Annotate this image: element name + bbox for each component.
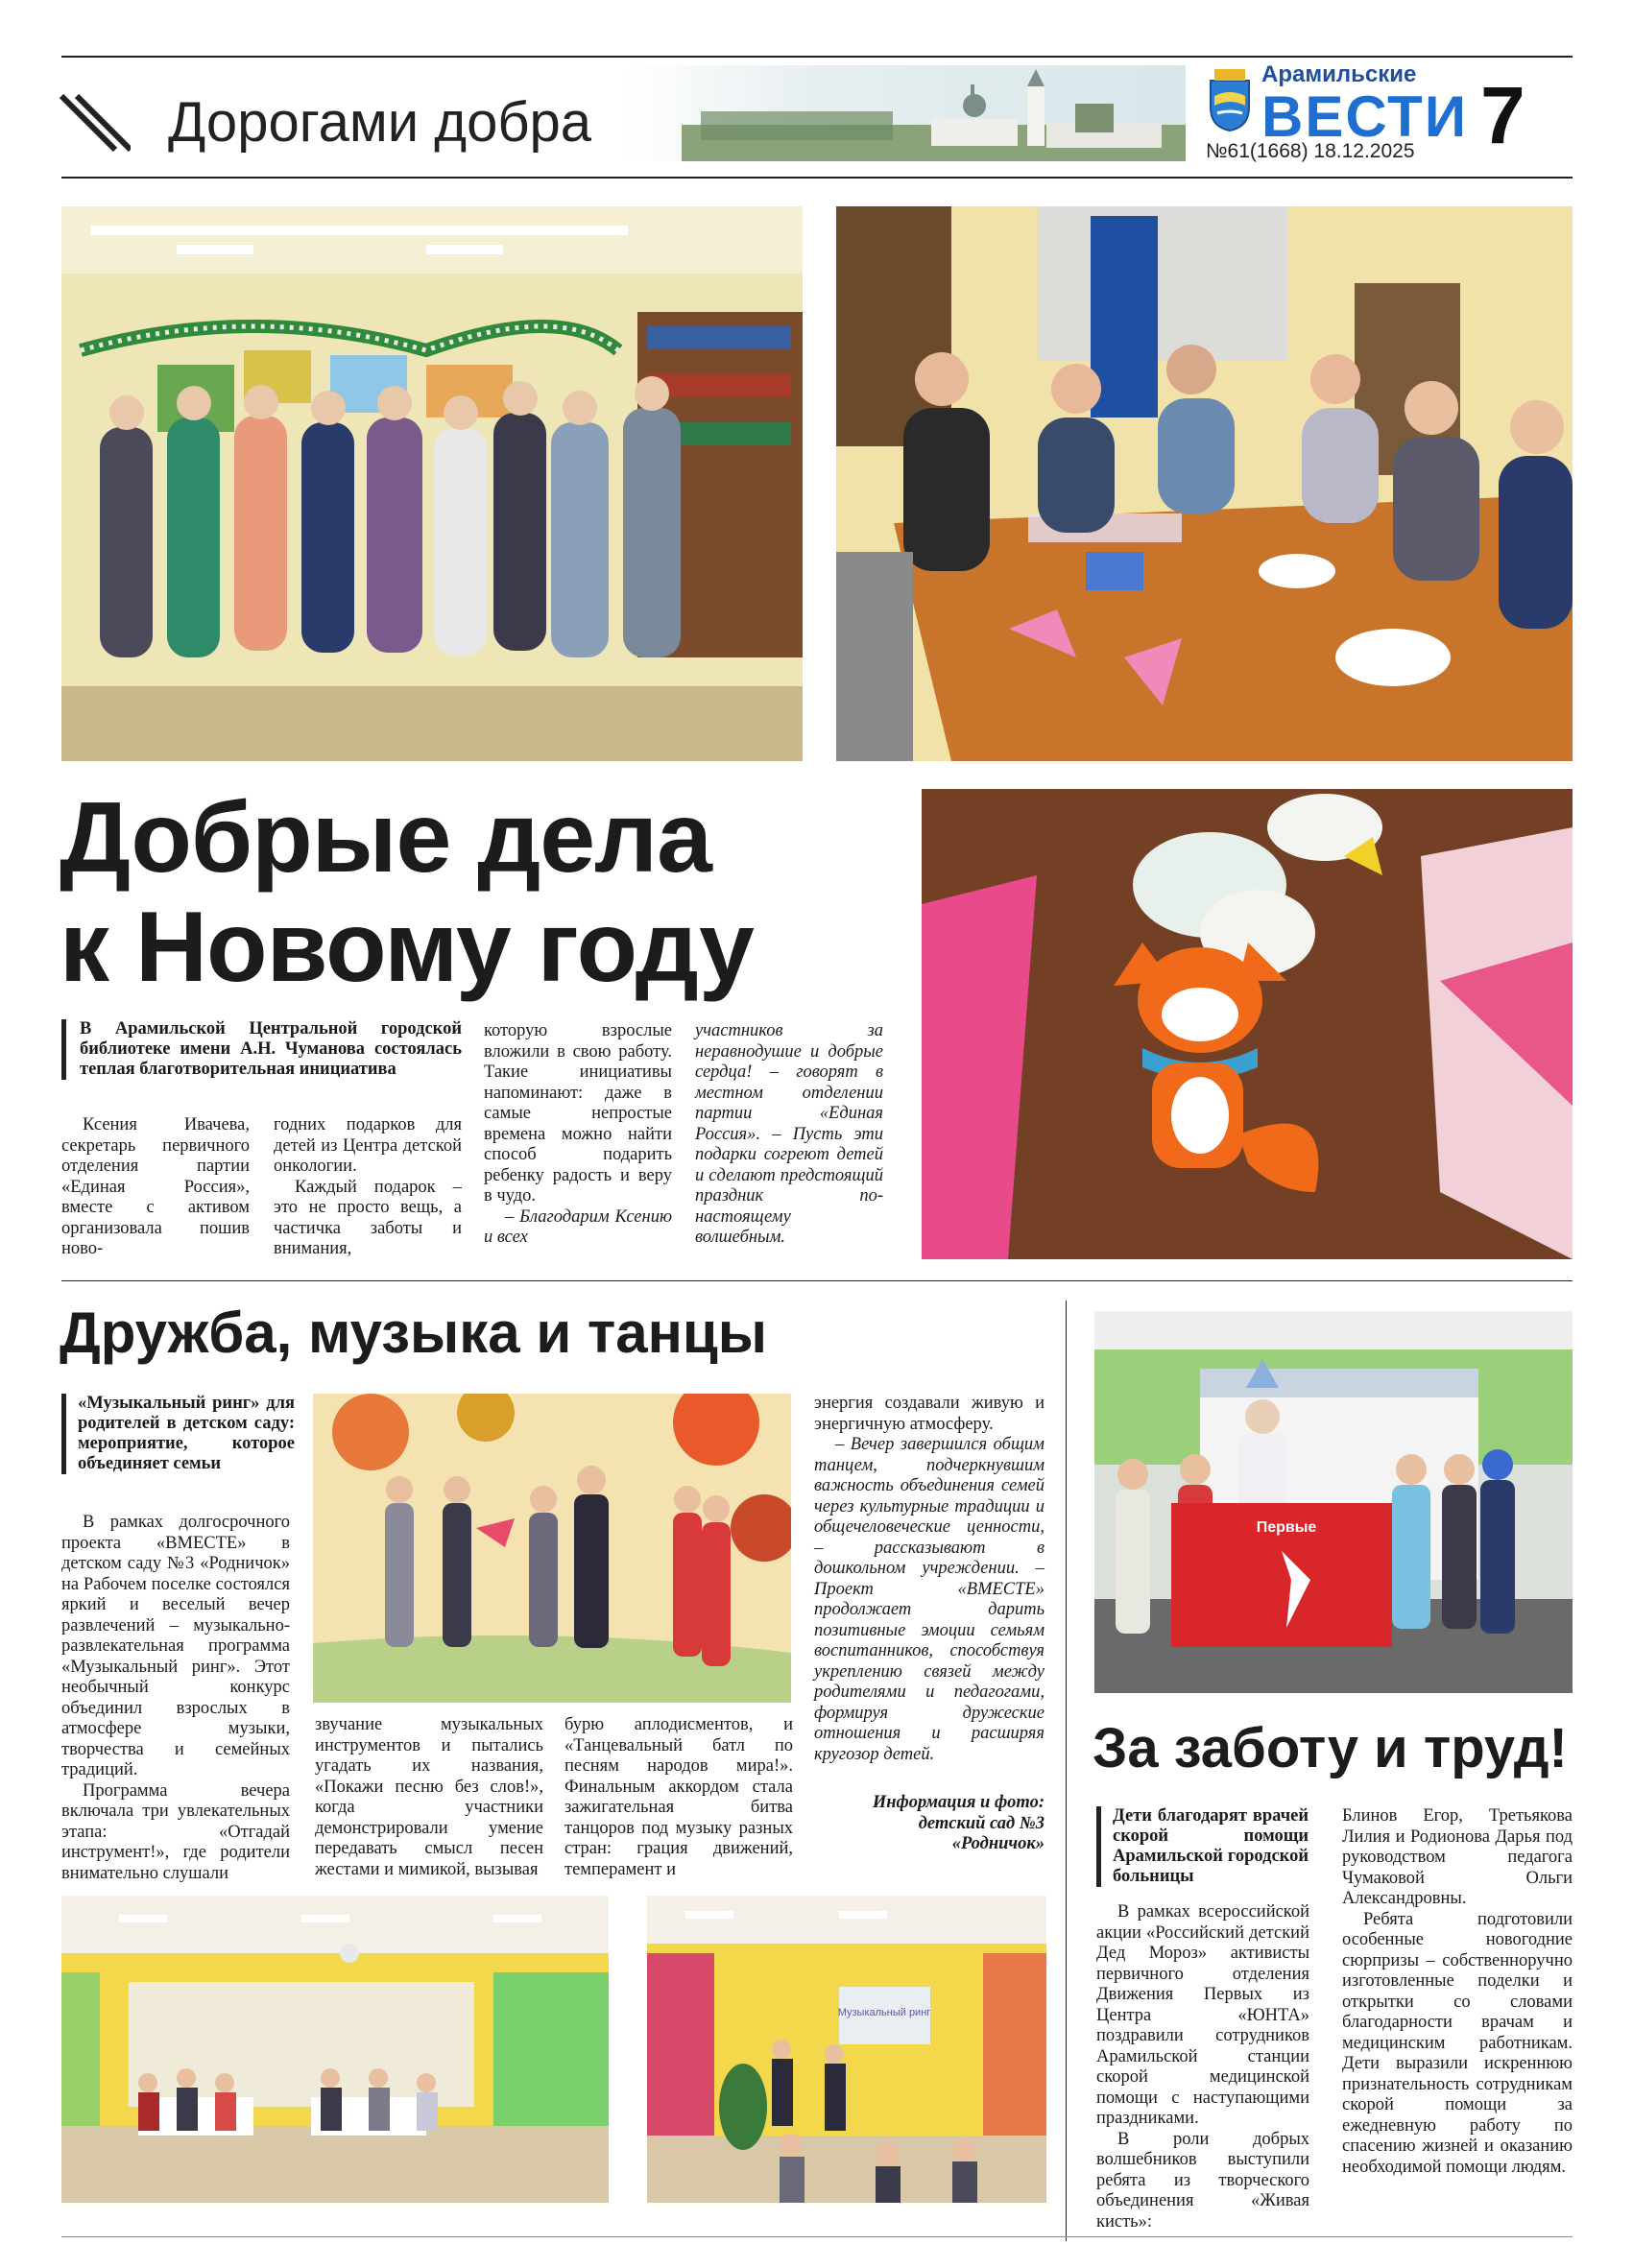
column-divider bbox=[1066, 1301, 1067, 2241]
craft-workshop-photo bbox=[836, 206, 1573, 761]
article2-col1 bbox=[61, 1513, 290, 1884]
article1-headline-line2: к Новому году bbox=[60, 892, 754, 1003]
article1-col3-p1: которую взрослые вложили в свою работу. Такие инициативы напоминают: даже в самые непростые времена можно найти способ подарить ребенку радость и веру в чудо. bbox=[484, 1021, 672, 1206]
section-mark-icon bbox=[58, 92, 131, 158]
article2-lead: «Музыкальный ринг» для родителей в детском саду: мероприятие, которое объединяет семьи bbox=[61, 1394, 295, 1474]
header-rule bbox=[61, 177, 1573, 179]
article3-col1 bbox=[1096, 1902, 1309, 2232]
ambulance-team-photo bbox=[1094, 1311, 1573, 1693]
article1-lead: В Арамильской Центральной городской библиотеке имени А.Н. Чуманова состоялась теплая благотворительная инициатива bbox=[61, 1019, 462, 1080]
article1-col4-text: участников за неравнодушие и добрые сердца! – говорят в местном отделении партии «Единая Россия». – Пусть эти подарки согреют детей и сделают предстоящий праздник по-настоящему волшебным. bbox=[695, 1021, 883, 1247]
section-divider bbox=[61, 1280, 1573, 1281]
article1-col3-p2: – Благодарим Ксению и всех bbox=[484, 1206, 672, 1247]
article2-headline: Дружба, музыка и танцы bbox=[60, 1301, 767, 1365]
library-group-photo bbox=[61, 206, 803, 761]
coat-of-arms-icon bbox=[1206, 67, 1254, 137]
article2-col2 bbox=[315, 1715, 543, 1880]
article2-col1-p1: В рамках долгосрочного проекта «ВМЕСТЕ» в детском саду №3 «Родничок» на Рабочем поселке состоялся яркий и веселый вечер развлечений – музыкально-развлекательная программа «Музыкальный ринг». Этот необычный конкурс объединил взрослых в атмосфере музыки, творчества и семейных традиций. bbox=[61, 1513, 290, 1779]
article2-col4 bbox=[814, 1394, 1045, 1765]
article3-col1-p2: В роли добрых волшебников выступили ребята из творческого объединения «Живая кисть»: bbox=[1096, 2129, 1309, 2232]
article3-col2-p2: Ребята подготовили особенные новогодние сюрпризы – собственноручно изготовленные поделки и открытки со словами благодарности врачам и медицинским работникам. Дети выразили искреннюю признательность сотрудникам скорой помощи за ежедневную работу по спасению жизней и оказанию необходимой помощи людям. bbox=[1342, 1909, 1573, 2177]
hall-photo-2 bbox=[647, 1896, 1046, 2203]
dance-photo bbox=[313, 1394, 791, 1703]
article1-headline-line1: Добрые дела bbox=[60, 782, 711, 894]
brand-main: ВЕСТИ bbox=[1261, 84, 1468, 149]
article2-col2-text: звучание музыкальных инструментов и пытались угадать их названия, «Покажи песню без слов!», когда участники демонстрировали умение передавать смысл песен жестами и мимикой, вызывая bbox=[315, 1715, 543, 1879]
article2-col4-p2: – Вечер завершился общим танцем, подчеркнувшим важность объединения семей через культурные традиции и общечеловеческие ценности, – рассказывают в дошкольном учреждении. – Проект «ВМЕСТЕ» продолжает дарить позитивные эмоции семьям воспитанников, способствуя укреплению связей между родителями и педагогами, формируя дружеские отношения и расширяя кругозор детей. bbox=[814, 1435, 1045, 1764]
article1-col2-p1: годних подарков для детей из Центра детской онкологии. bbox=[274, 1115, 462, 1176]
top-rule bbox=[61, 56, 1573, 58]
article3-headline: За заботу и труд! bbox=[1093, 1717, 1568, 1779]
article1-col2 bbox=[274, 1115, 462, 1260]
section-title: Дорогами добра bbox=[168, 91, 592, 154]
bottom-rule bbox=[61, 2236, 1573, 2237]
article1-col1-text: Ксения Ивачева, секретарь первичного отделения партии «Единая Россия», вместе с активом организовала пошив ново- bbox=[61, 1115, 250, 1258]
article2-col3 bbox=[564, 1715, 793, 1880]
article1-col4 bbox=[695, 1021, 883, 1249]
issue-number: №61(1668) 18.12.2025 bbox=[1206, 140, 1415, 162]
article3-lead: Дети благодарят врачей скорой помощи Арамильской городской больницы bbox=[1096, 1806, 1309, 1887]
article1-col2-p2: Каждый подарок – это не просто вещь, а частичка заботы и внимания, bbox=[274, 1177, 462, 1258]
article2-signature: Информация и фото: детский сад №3 «Родничок» bbox=[872, 1793, 1045, 1853]
felt-fox-toy-photo bbox=[922, 789, 1573, 1259]
flag-text: Первые bbox=[1256, 1519, 1317, 1536]
article3-col2 bbox=[1342, 1806, 1573, 2178]
page-number: 7 bbox=[1480, 70, 1525, 160]
brand-top: Арамильские bbox=[1261, 61, 1417, 87]
article2-col1-p2: Программа вечера включала три увлекательных этапа: «Отгадай инструмент!», где родители внимательно слушали bbox=[61, 1780, 290, 1883]
article1-col1 bbox=[61, 1115, 250, 1260]
hall-photo-1 bbox=[61, 1896, 609, 2203]
article3-col1-p1: В рамках всероссийской акции «Российский детский Дед Мороз» активисты первичного отделения Движения Первых из Центра «ЮНТА» поздравили сотрудников Арамильской станции скорой медицинской помощи с наступающими праздниками. bbox=[1096, 1902, 1309, 2128]
header-church-banner bbox=[624, 65, 1186, 161]
article2-col3-text: бурю аплодисментов, и «Танцевальный батл по песням народов мира!». Финальным аккордом стала зажигательная битва танцоров под музыку разных стран: грация движений, темперамент и bbox=[564, 1715, 793, 1879]
article1-col3 bbox=[484, 1021, 672, 1249]
article3-col2-p1: Блинов Егор, Третьякова Лилия и Родионова Дарья под руководством педагога Чумаковой Ольги Александровны. bbox=[1342, 1806, 1573, 1908]
screen-text: Музыкальный ринг bbox=[837, 2007, 931, 2018]
article2-col4-p1: энергия создавали живую и энергичную атмосферу. bbox=[814, 1394, 1045, 1434]
